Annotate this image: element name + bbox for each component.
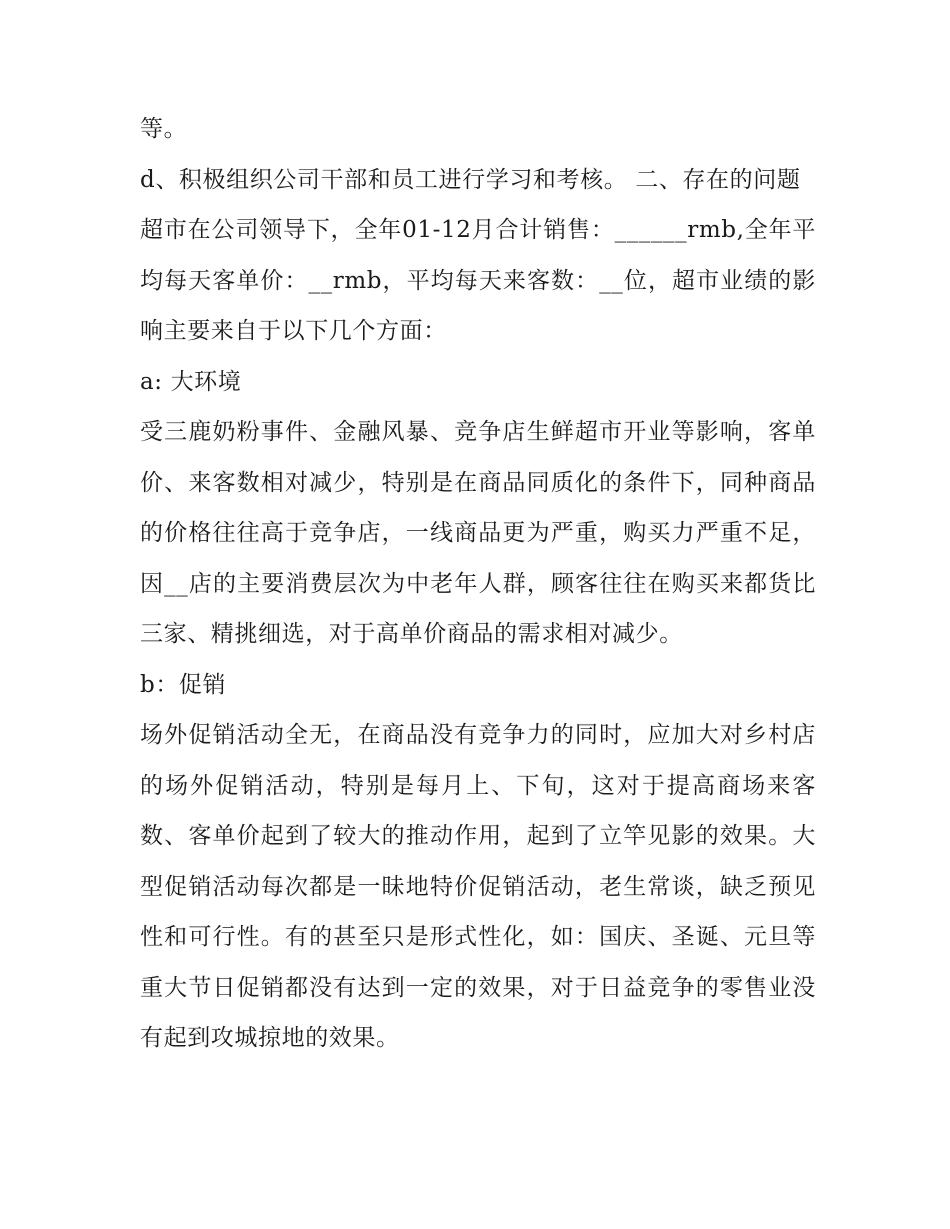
paragraph-environment: 受三鹿奶粉事件、金融风暴、竞争店生鲜超市开业等影响，客单价、来客数相对减少，特别是在商品同质化的条件下，同种商品的价格往往高于竞争店，一线商品更为严重，购买力严重不足，因__店的主要消费层次为中老年人群，顾客往往在购买来都货比三家、精挑细选，对于高单价商品的需求相对减少。: [140, 419, 816, 647]
paragraph-promotion: 场外促销活动全无，在商品没有竞争力的同时，应加大对乡村店的场外促销活动，特别是每月上、下旬，这对于提高商场来客数、客单价起到了较大的推动作用，起到了立竿见影的效果。大型促销活动每次都是一昧地特价促销活动，老生常谈，缺乏预见性和可行性。有的甚至只是形式性化，如：国庆、圣诞、元旦等重大节日促销都没有达到一定的效果，对于日益竞争的零售业没有起到攻城掠地的效果。: [140, 722, 816, 1051]
paragraph-sales-summary: 超市在公司领导下，全年01-12月合计销售：______rmb,全年平均每天客单价：__rmb，平均每天来客数：__位，超市业绩的影响主要来自于以下几个方面：: [140, 217, 816, 344]
document-page: [140, 104, 816, 1064]
section-heading-environment: a: 大环境: [140, 368, 242, 395]
paragraph-item-d: d、积极组织公司干部和员工进行学习和考核。 二、存在的问题: [140, 166, 801, 193]
paragraph-closing-fragment: 等。: [140, 116, 188, 142]
section-heading-promotion: b：促销: [140, 671, 227, 698]
